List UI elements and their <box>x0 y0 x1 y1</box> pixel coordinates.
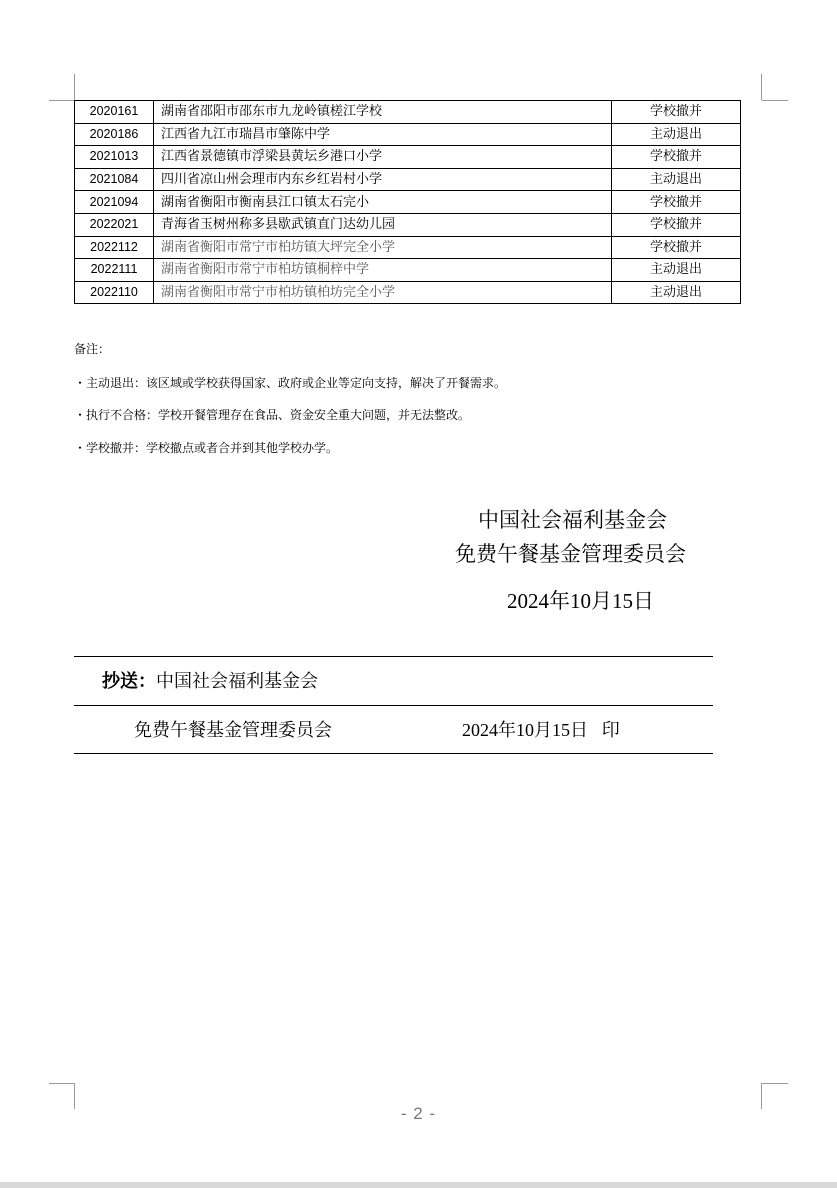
exit-reason: 学校撤并 <box>612 101 741 124</box>
table-row <box>75 146 741 169</box>
cc-issue-date-line <box>462 716 620 742</box>
cc-top-rule <box>74 656 713 657</box>
school-code: 2021084 <box>75 168 154 191</box>
exit-reason: 主动退出 <box>612 259 741 282</box>
cc-issuer: 免费午餐基金管理委员会 <box>134 720 332 741</box>
school-code: 2021013 <box>75 146 154 169</box>
exit-reason: 学校撤并 <box>612 146 741 169</box>
school-name: 青海省玉树州称多县歇武镇直门达幼儿园 <box>154 213 612 236</box>
cc-bottom-rule <box>74 753 713 754</box>
note-item: ・主动退出：该区域或学校获得国家、政府或企业等定向支持，解决了开餐需求。 <box>74 376 507 390</box>
note-item: ・学校撤并：学校撤点或者合并到其他学校办学。 <box>74 441 339 455</box>
school-name: 湖南省邵阳市邵东市九龙岭镇槎江学校 <box>154 101 612 124</box>
cc-line <box>102 667 318 693</box>
exit-reason: 主动退出 <box>612 123 741 146</box>
table-row <box>75 123 741 146</box>
crop-mark <box>49 1083 75 1084</box>
table-row <box>75 281 741 304</box>
school-code: 2022112 <box>75 236 154 259</box>
exit-reason: 学校撤并 <box>612 213 741 236</box>
school-code: 2022111 <box>75 259 154 282</box>
crop-mark <box>761 74 762 100</box>
school-code: 2020161 <box>75 101 154 124</box>
school-name: 湖南省衡阳市常宁市柏坊镇柏坊完全小学 <box>154 281 612 304</box>
exit-reason: 主动退出 <box>612 168 741 191</box>
cc-issue-date: 2024年10月15日 <box>462 720 588 740</box>
exit-reason: 学校撤并 <box>612 236 741 259</box>
page-number: - 2 - <box>400 1104 437 1123</box>
note-item: ・执行不合格：学校开餐管理存在食品、资金安全重大问题，并无法整改。 <box>74 408 471 422</box>
signature-org-2: 免费午餐基金管理委员会 <box>455 542 686 566</box>
school-name: 江西省九江市瑞昌市肇陈中学 <box>154 123 612 146</box>
table-row <box>75 191 741 214</box>
crop-mark <box>762 100 788 101</box>
school-name: 四川省凉山州会理市内东乡红岩村小学 <box>154 168 612 191</box>
cc-recipient: 中国社会福利基金会 <box>156 671 318 692</box>
signature-date: 2024年10月15日 <box>507 589 654 613</box>
table-row <box>75 236 741 259</box>
school-code: 2022110 <box>75 281 154 304</box>
table-row <box>75 213 741 236</box>
table-row <box>75 101 741 124</box>
cc-label: 抄送： <box>102 671 156 692</box>
school-name: 湖南省衡阳市常宁市柏坊镇大坪完全小学 <box>154 236 612 259</box>
crop-mark <box>762 1083 788 1084</box>
school-code: 2022021 <box>75 213 154 236</box>
school-code: 2021094 <box>75 191 154 214</box>
crop-mark <box>74 74 75 100</box>
school-name: 江西省景德镇市浮梁县黄坛乡港口小学 <box>154 146 612 169</box>
cc-middle-rule <box>74 705 713 706</box>
notes-title: 备注： <box>74 342 111 356</box>
table-row <box>75 168 741 191</box>
crop-mark <box>49 100 75 101</box>
exit-reason: 学校撤并 <box>612 191 741 214</box>
school-code: 2020186 <box>75 123 154 146</box>
cc-print-mark: 印 <box>601 720 620 741</box>
school-name: 湖南省衡阳市常宁市柏坊镇桐梓中学 <box>154 259 612 282</box>
school-exit-table <box>74 100 741 304</box>
signature-org-1: 中国社会福利基金会 <box>478 508 667 532</box>
table-row <box>75 259 741 282</box>
school-name: 湖南省衡阳市衡南县江口镇太石完小 <box>154 191 612 214</box>
exit-reason: 主动退出 <box>612 281 741 304</box>
page-bottom-edge <box>0 1182 837 1188</box>
